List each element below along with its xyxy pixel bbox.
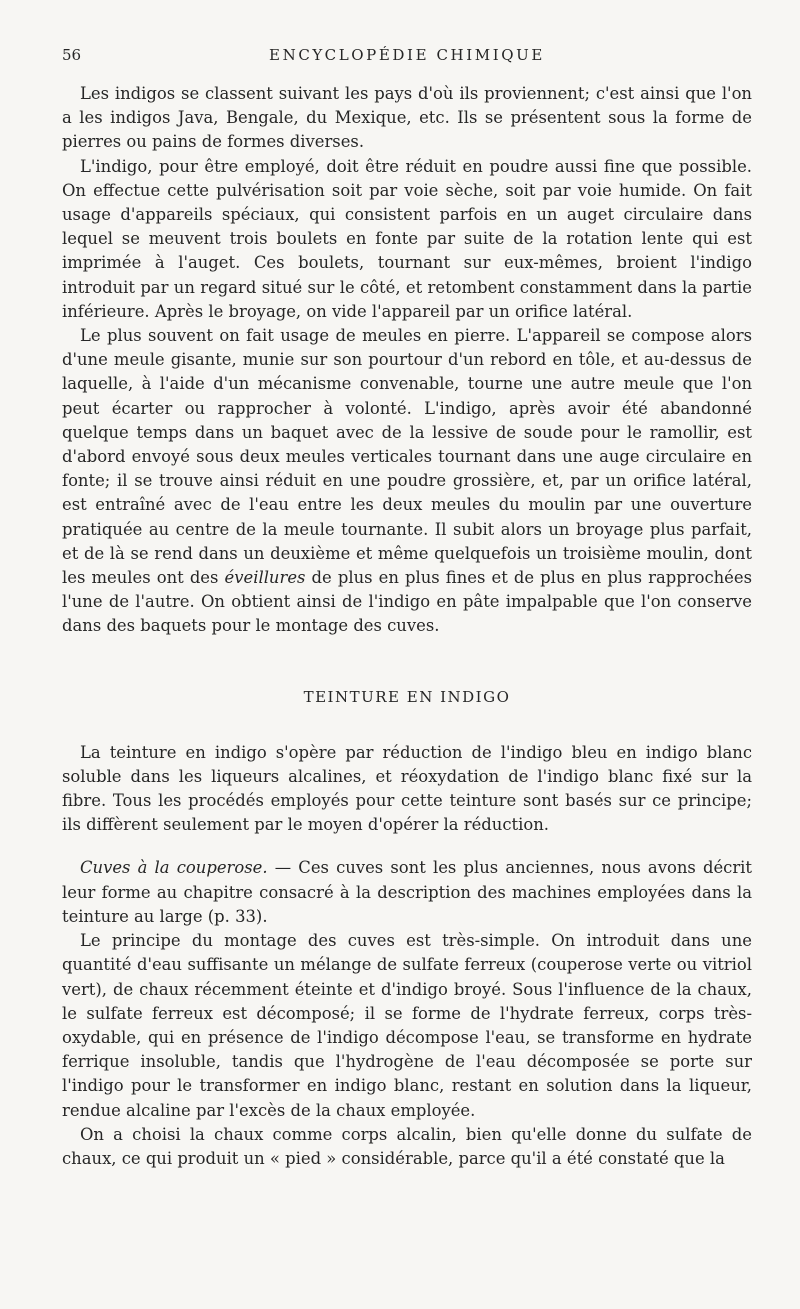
paragraph-indigo-origins: Les indigos se classent suivant les pays d'où ils proviennent; c'est ainsi que l'on a les indigos Java, Bengale, du Mexique, etc. Ils se présentent sous la forme de pierres ou pains de formes diverses. — [62, 84, 752, 152]
subsection-lead: Cuves à la couperose. — [80, 858, 268, 878]
paragraph-couperose-vats — [62, 856, 752, 929]
page-number: 56 — [62, 46, 82, 64]
italic-term-eveillures: éveillures — [224, 568, 306, 588]
paragraph-vat-assembly: Le principe du montage des cuves est très-simple. On introduit dans une quantité d'eau suffisante un mélange de sulfate ferreux (couperose verte ou vitriol vert), de chaux récemment éteinte et d'indigo broyé. Sous l'influence de la chaux, le sulfate ferreux est décomposé; il se forme de l'hydrate ferreux, corps très-oxydable, qui en présence de l'indigo décompose l'eau, se transforme en hydrate ferrique insoluble, tandis que l'hydrogène de l'eau décomposée se porte sur l'indigo pour le transformer en indigo blanc, restant en solution dans la liqueur, rendue alcaline par l'excès de la chaux employée. — [62, 931, 752, 1120]
paragraph-dyeing-principle: La teinture en indigo s'opère par réduction de l'indigo bleu en indigo blanc soluble dans les liqueurs alcalines, et réoxydation de l'indigo blanc fixé sur la fibre. Tous les procédés employés pour cette teinture sont basés sur ce principe; ils diffèrent seulement par le moyen d'opérer la réduction. — [62, 742, 752, 835]
page — [62, 42, 752, 1171]
paragraph-pulverisation: L'indigo, pour être employé, doit être réduit en poudre aussi fine que possible. On effectue cette pulvérisation soit par voie sèche, soit par voie humide. On fait usage d'appareils spéciaux, qui consistent parfois en un auget circulaire dans lequel se meuvent trois boulets en fonte par suite de la rotation lente qui est imprimée à l'auget. Ces boulets, tournant sur eux-mêmes, broient l'indigo introduit par un regard situé sur le côté, et retombent constamment dans la partie inférieure. Après le broyage, on vide l'appareil par un orifice latéral. — [62, 156, 752, 321]
paragraph-millstones — [62, 324, 752, 639]
paragraph-millstones-text: Le plus souvent on fait usage de meules en pierre. L'appareil se compose alors d'une meule gisante, munie sur son pourtour d'un rebord en tôle, et au-dessus de laquelle, à l'aide d'un mécanisme convenable, tourne une autre meule que l'on peut écarter ou rapprocher à volonté. L'indigo, après avoir été abandonné quelque temps dans un baquet avec de la lessive de soude pour le ramollir, est d'abord envoyé sous deux meules verticales tournant dans une auge circulaire en fonte; il se trouve ainsi réduit en une poudre grossière, et, par un orifice latéral, est entraîné avec de l'eau entre les deux meules du moulin par une ouverture pratiquée au centre de la meule tournante. Il subit alors un broyage plus parfait, et de là se rend dans un deuxième et même quelquefois un troisième moulin, dont les meules ont des — [62, 326, 752, 588]
paragraph-millstones-text-end: de plus en plus fines et de plus en plus rapprochées l'une de l'autre. On obtient ainsi de l'indigo en pâte impalpable que l'on conserve dans des baquets pour le montage des cuves. — [62, 568, 752, 636]
paragraph-lime-choice: On a choisi la chaux comme corps alcalin, bien qu'elle donne du sulfate de chaux, ce qui produit un « pied » considérable, parce qu'il a été constaté que la — [62, 1124, 752, 1168]
page-header — [62, 42, 752, 70]
paragraph-couperose-text: — Ces cuves sont les plus anciennes, nous avons décrit leur forme au chapitre consacré à la description des machines employées dans la teinture au large (p. 33). — [62, 858, 752, 926]
running-title: ENCYCLOPÉDIE CHIMIQUE — [269, 46, 545, 64]
section-title: TEINTURE EN INDIGO — [303, 687, 511, 706]
